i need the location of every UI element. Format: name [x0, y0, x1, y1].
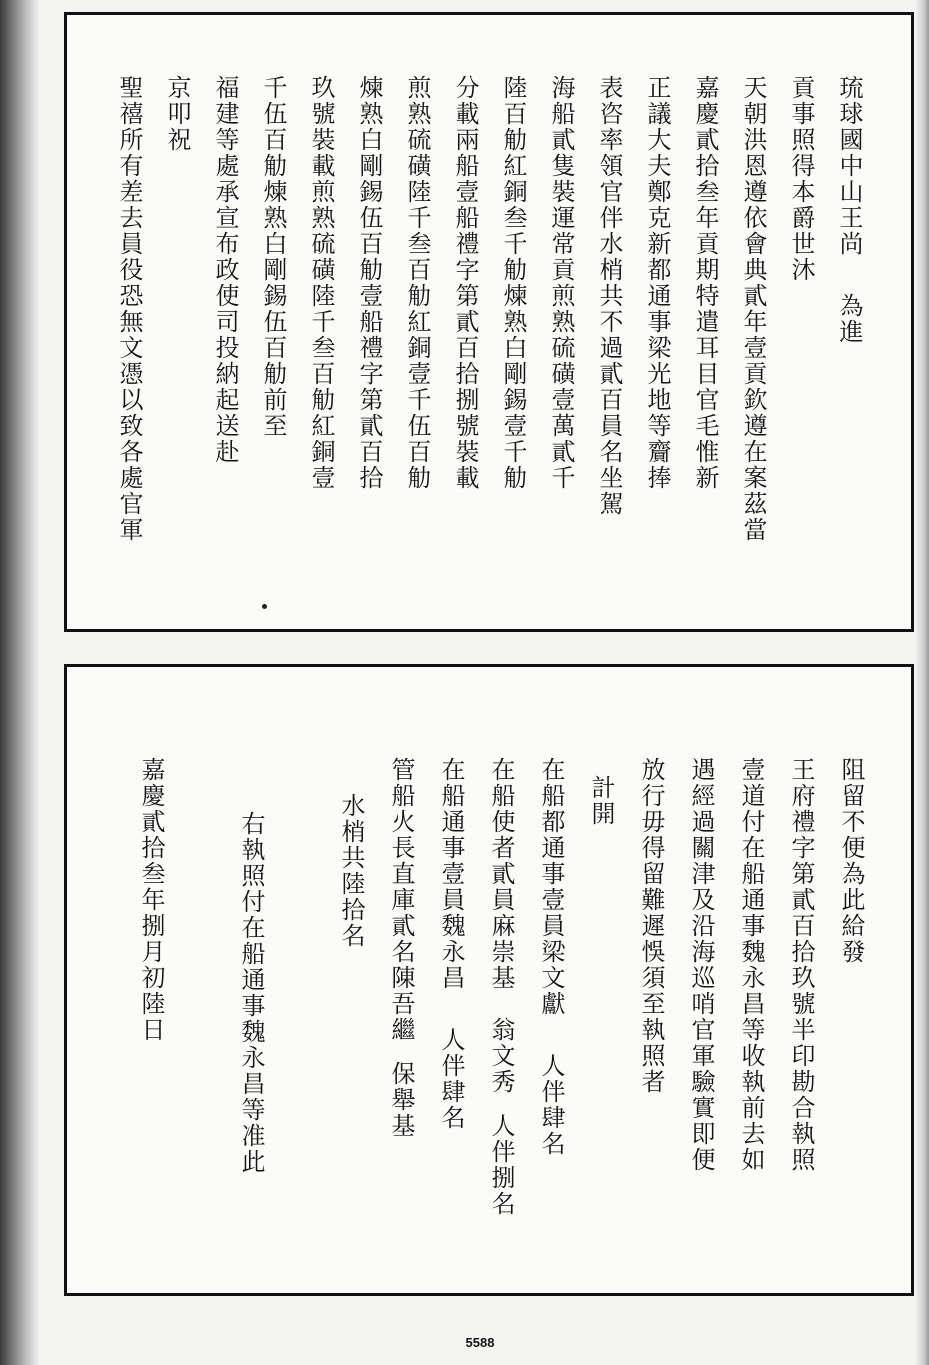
text-column: 聖禧所有差去員役恐無文憑以致各處官軍 [115, 75, 143, 543]
text-column: 遇經過關津及沿海巡哨官軍驗實即便 [687, 757, 715, 1173]
text-column: 嘉慶貳拾叁年貢期特遣耳目官毛惟新 [691, 75, 719, 491]
text-column: 在船都通事壹員梁文獻人伴肆名 [537, 757, 565, 1157]
text-column: 管船火長直庫貳名陳吾繼保舉基 [387, 757, 415, 1139]
vertical-text-columns-bottom [125, 757, 875, 1277]
text-column: 京叩祝 [163, 75, 191, 153]
text-column: 在船使者貳員麻崇基 翁文秀人伴捌名 [487, 757, 515, 1217]
text-column: 天朝洪恩遵依會典貳年壹貢欽遵在案茲當 [739, 75, 767, 543]
text-column: 琉球國中山王尚為進 [835, 75, 863, 345]
text-column: 水梢共陸拾名 [337, 793, 365, 949]
vertical-text-columns-top [105, 75, 873, 623]
date-column: 嘉慶貳拾叁年捌月初陸日 [137, 757, 165, 1043]
text-column: 陸百觔紅銅叁千觔煉熟白剛錫壹千觔 [499, 75, 527, 491]
text-column-empty [175, 757, 225, 1277]
text-column: 煎熟硫磺陸千叁百觔紅銅壹千伍百觔 [403, 75, 431, 491]
text-column: 壹道付在船通事魏永昌等收執前去如 [737, 757, 765, 1173]
ink-dot [262, 604, 267, 609]
text-column: 在船通事壹員魏永昌人伴肆名 [437, 757, 465, 1131]
text-column: 福建等處承宣布政使司投納起送赴 [211, 75, 239, 465]
book-spine-shadow [0, 0, 40, 1365]
text-column: 千伍百觔煉熟白剛錫伍百觔前至 [259, 75, 287, 439]
text-column: 正議大夫鄭克新都通事梁光地等齎捧 [643, 75, 671, 491]
document-panel-bottom [64, 664, 914, 1296]
document-panel-top [64, 12, 914, 632]
text-column: 阻留不便為此給發 [837, 757, 865, 965]
text-column: 右執照付在船通事魏永昌等准此 [237, 811, 265, 1175]
text-column: 海船貳隻裝運常貢煎熟硫磺壹萬貳千 [547, 75, 575, 491]
page-edge [915, 0, 929, 1365]
text-column: 王府禮字第貳百拾玖號半印勘合執照 [787, 757, 815, 1173]
text-column: 計開 [587, 775, 615, 827]
text-column: 玖號裝載煎熟硫磺陸千叁百觔紅銅壹 [307, 75, 335, 491]
text-column: 煉熟白剛錫伍百觔壹船禮字第貳百拾 [355, 75, 383, 491]
text-column: 分載兩船壹船禮字第貳百拾捌號裝載 [451, 75, 479, 491]
text-column: 放行毋得留難遲悞須至執照者 [637, 757, 665, 1095]
text-column: 表咨率領官伴水梢共不過貳百員名坐駕 [595, 75, 623, 517]
text-column-empty [275, 757, 325, 1277]
text-column: 貢事照得本爵世沐 [787, 75, 815, 283]
page-number: 5588 [465, 1335, 495, 1350]
